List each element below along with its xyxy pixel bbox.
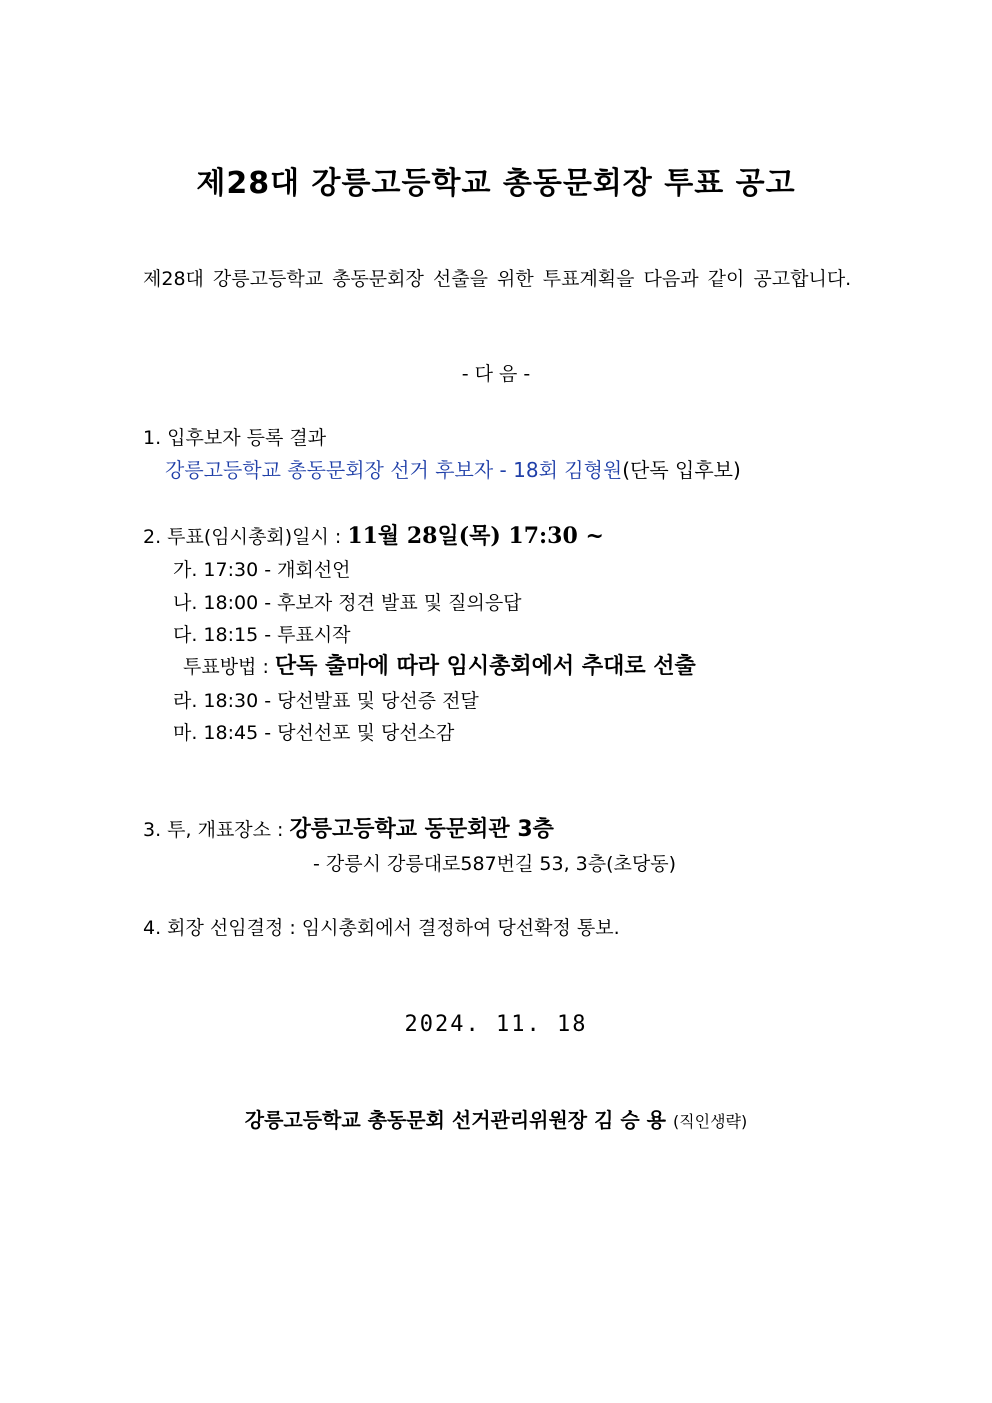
intro-paragraph: 제28대 강릉고등학교 총동문회장 선출을 위한 투표계획을 다음과 같이 공고합니다. [143,268,852,290]
voting-method-value: 단독 출마에 따라 임시총회에서 추대로 선출 [274,654,696,679]
section3-heading-label: 3. 투, 개표장소 : [143,819,290,841]
seal-omitted-note: (직인생략) [672,1112,748,1131]
section3-heading [143,817,554,843]
schedule-item-2: 나. 18:00 - 후보자 정견 발표 및 질의응답 [173,592,522,614]
divider-label: - 다 음 - [461,363,531,385]
schedule-item-1: 가. 17:30 - 개회선언 [173,559,351,581]
voting-method-label: 투표방법 : [183,656,275,678]
section4-text: 4. 회장 선임결정 : 임시총회에서 결정하여 당선확정 통보. [143,917,620,939]
schedule-item-3: 다. 18:15 - 투표시작 [173,624,351,646]
signature-text: 강릉고등학교 총동문회 선거관리위원장 김 승 용 [244,1108,666,1132]
venue-address: - 강릉시 강릉대로587번길 53, 3층(초당동) [313,853,677,875]
candidate-line: 강릉고등학교 총동문회장 선거 후보자 - 18회 김형원 [165,458,623,482]
signature-line [0,1107,992,1135]
section2-heading [143,523,604,550]
page-title: 제28대 강릉고등학교 총동문회장 투표 공고 [196,166,796,201]
voting-method [183,654,696,680]
section1-heading: 1. 입후보자 등록 결과 [143,427,327,449]
schedule-item-4: 라. 18:30 - 당선발표 및 당선증 전달 [173,690,479,712]
notice-date: 2024. 11. 18 [404,1012,588,1037]
section2-heading-value: 11월 28일(목) 17:30 ~ [347,523,604,549]
schedule-item-5: 마. 18:45 - 당선선포 및 당선소감 [173,722,455,744]
section3-heading-value: 강릉고등학교 동문회관 3층 [289,817,554,842]
section2-heading-label: 2. 투표(임시총회)일시 : [143,526,348,548]
candidate-note: (단독 입후보) [622,458,741,482]
section1-candidate [165,457,741,483]
